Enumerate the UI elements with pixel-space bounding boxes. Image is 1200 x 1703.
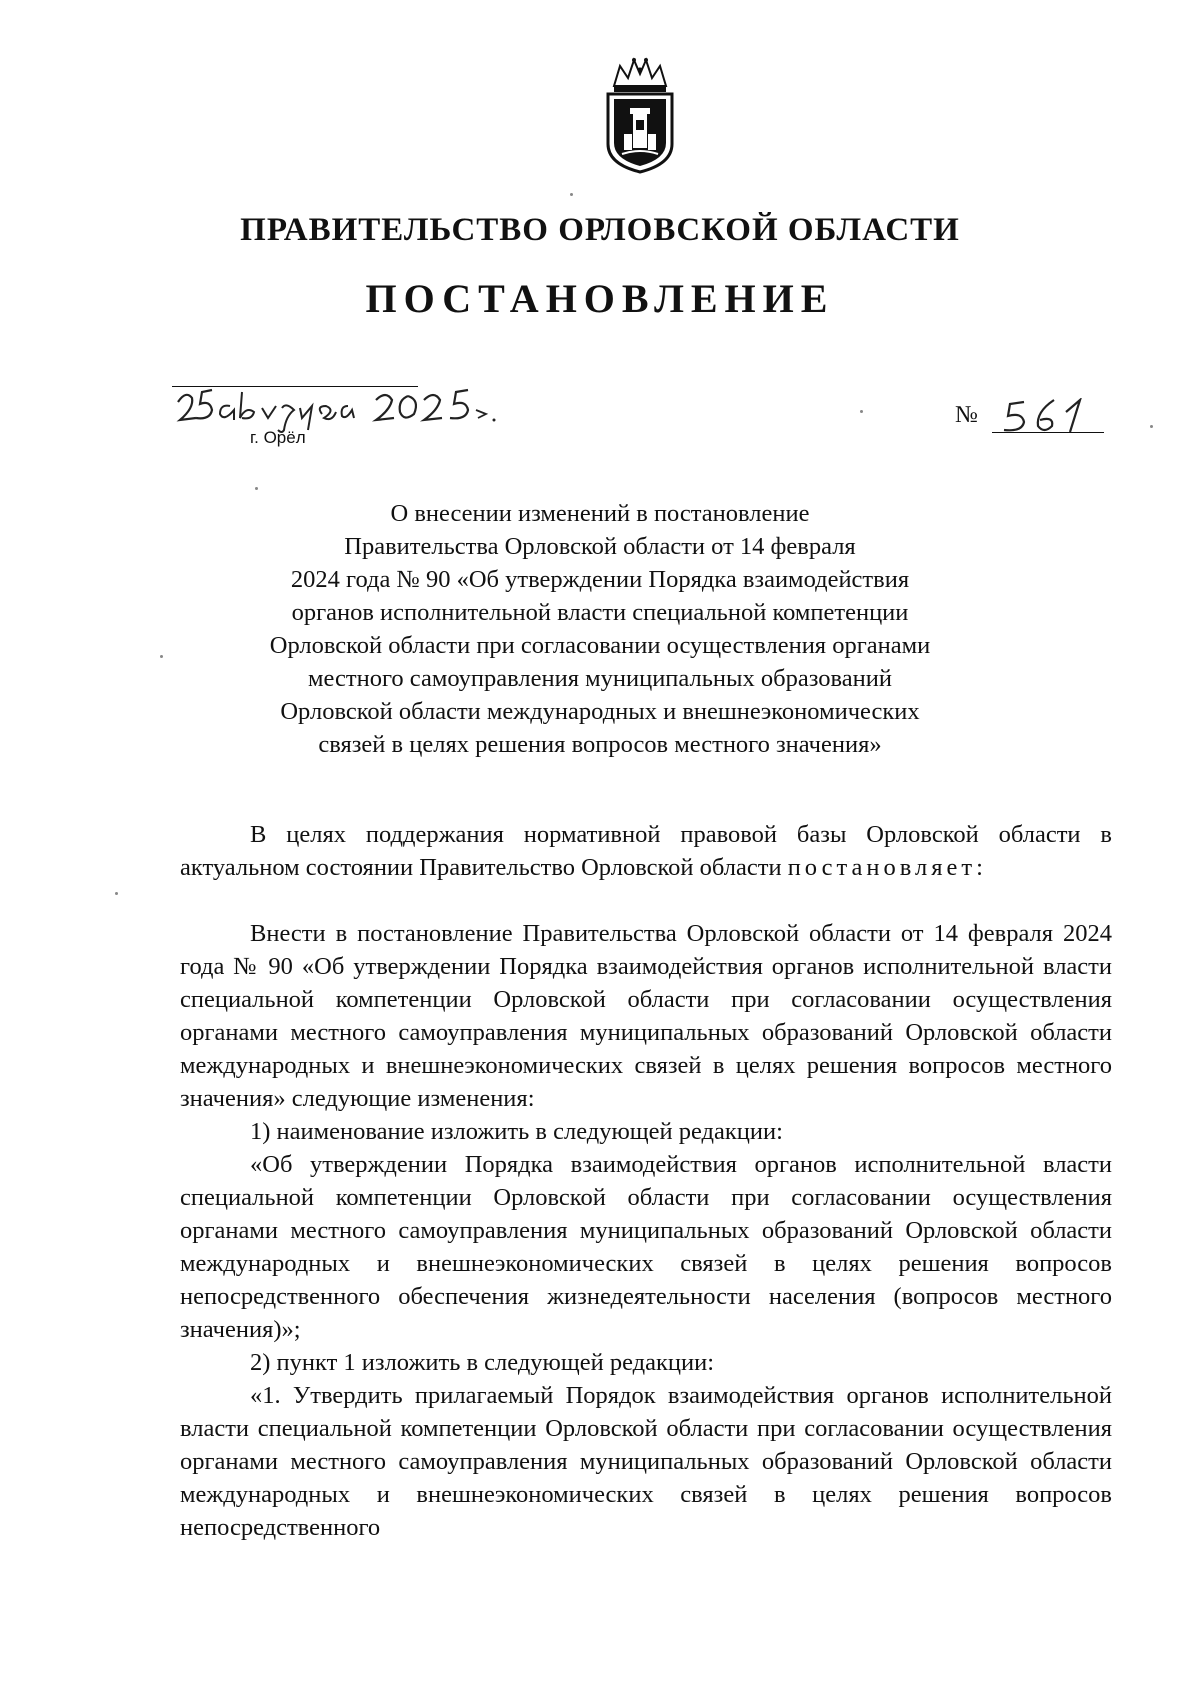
subject-line: Правительства Орловской области от 14 февраля bbox=[344, 533, 856, 560]
subject-line: 2024 года № 90 «Об утверждении Порядка взаимодействия bbox=[290, 566, 910, 593]
subject-line: местного самоуправления муниципальных образований bbox=[308, 665, 892, 692]
number-underline bbox=[992, 432, 1104, 433]
preamble-text: В целях поддержания нормативной правовой базы Орловской области в актуальном состоянии Правительство Орловской области bbox=[180, 821, 1112, 881]
subject-line: органов исполнительной власти специальной компетенции bbox=[291, 599, 909, 626]
government-title: ПРАВИТЕЛЬСТВО ОРЛОВСКОЙ ОБЛАСТИ bbox=[240, 212, 960, 248]
subject-line: Орловской области международных и внешнеэкономических bbox=[280, 698, 920, 725]
coat-of-arms-icon bbox=[600, 56, 680, 176]
item-2-heading: 2) пункт 1 изложить в следующей редакции: bbox=[250, 1349, 715, 1376]
scan-speck bbox=[1150, 425, 1153, 428]
scan-speck bbox=[570, 193, 573, 196]
document-body bbox=[180, 818, 1112, 1544]
scan-speck bbox=[115, 892, 118, 895]
subject-line: связей в целях решения вопросов местного значения» bbox=[318, 731, 882, 758]
item-1-text: «Об утверждении Порядка взаимодействия органов исполнительной власти специальной компетенции Орловской области при согласовании осуществления органами местного самоуправления муниципальных образований Орловской области международных и внешнеэкономических связей в целях решения вопросов непосредственного обеспечения жизнедеятельности населения (вопросов местного значения)»; bbox=[180, 1151, 1112, 1343]
date-underline bbox=[172, 386, 418, 387]
scan-speck bbox=[160, 655, 163, 658]
document-subject bbox=[190, 497, 1010, 761]
number-sign: № bbox=[955, 402, 978, 428]
preamble-verb: постановляет: bbox=[787, 854, 987, 881]
item-2-text: «1. Утвердить прилагаемый Порядок взаимодействия органов исполнительной власти специальной компетенции Орловской области при согласовании осуществления органами местного самоуправления муниципальных образований Орловской области международных и внешнеэкономических связей в целях решения вопросов непосредственного bbox=[180, 1382, 1112, 1541]
document-type-title: ПОСТАНОВЛЕНИЕ bbox=[365, 276, 835, 321]
scan-speck bbox=[255, 487, 258, 490]
subject-line: О внесении изменений в постановление bbox=[390, 500, 810, 527]
intro-paragraph: Внести в постановление Правительства Орловской области от 14 февраля 2024 года № 90 «Об утверждении Порядка взаимодействия органов исполнительной власти специальной компетенции Орловской области при согласовании осуществления органами местного самоуправления муниципальных образований Орловской области международных и внешнеэкономических связей в целях решения вопросов местного значения» следующие изменения: bbox=[180, 920, 1112, 1112]
subject-line: Орловской области при согласовании осуществления органами bbox=[269, 632, 931, 659]
scan-speck bbox=[860, 410, 863, 413]
preamble-paragraph bbox=[180, 818, 1112, 884]
handwritten-date bbox=[176, 386, 546, 436]
item-1-heading: 1) наименование изложить в следующей редакции: bbox=[250, 1118, 783, 1145]
city-label: г. Орёл bbox=[250, 428, 306, 447]
